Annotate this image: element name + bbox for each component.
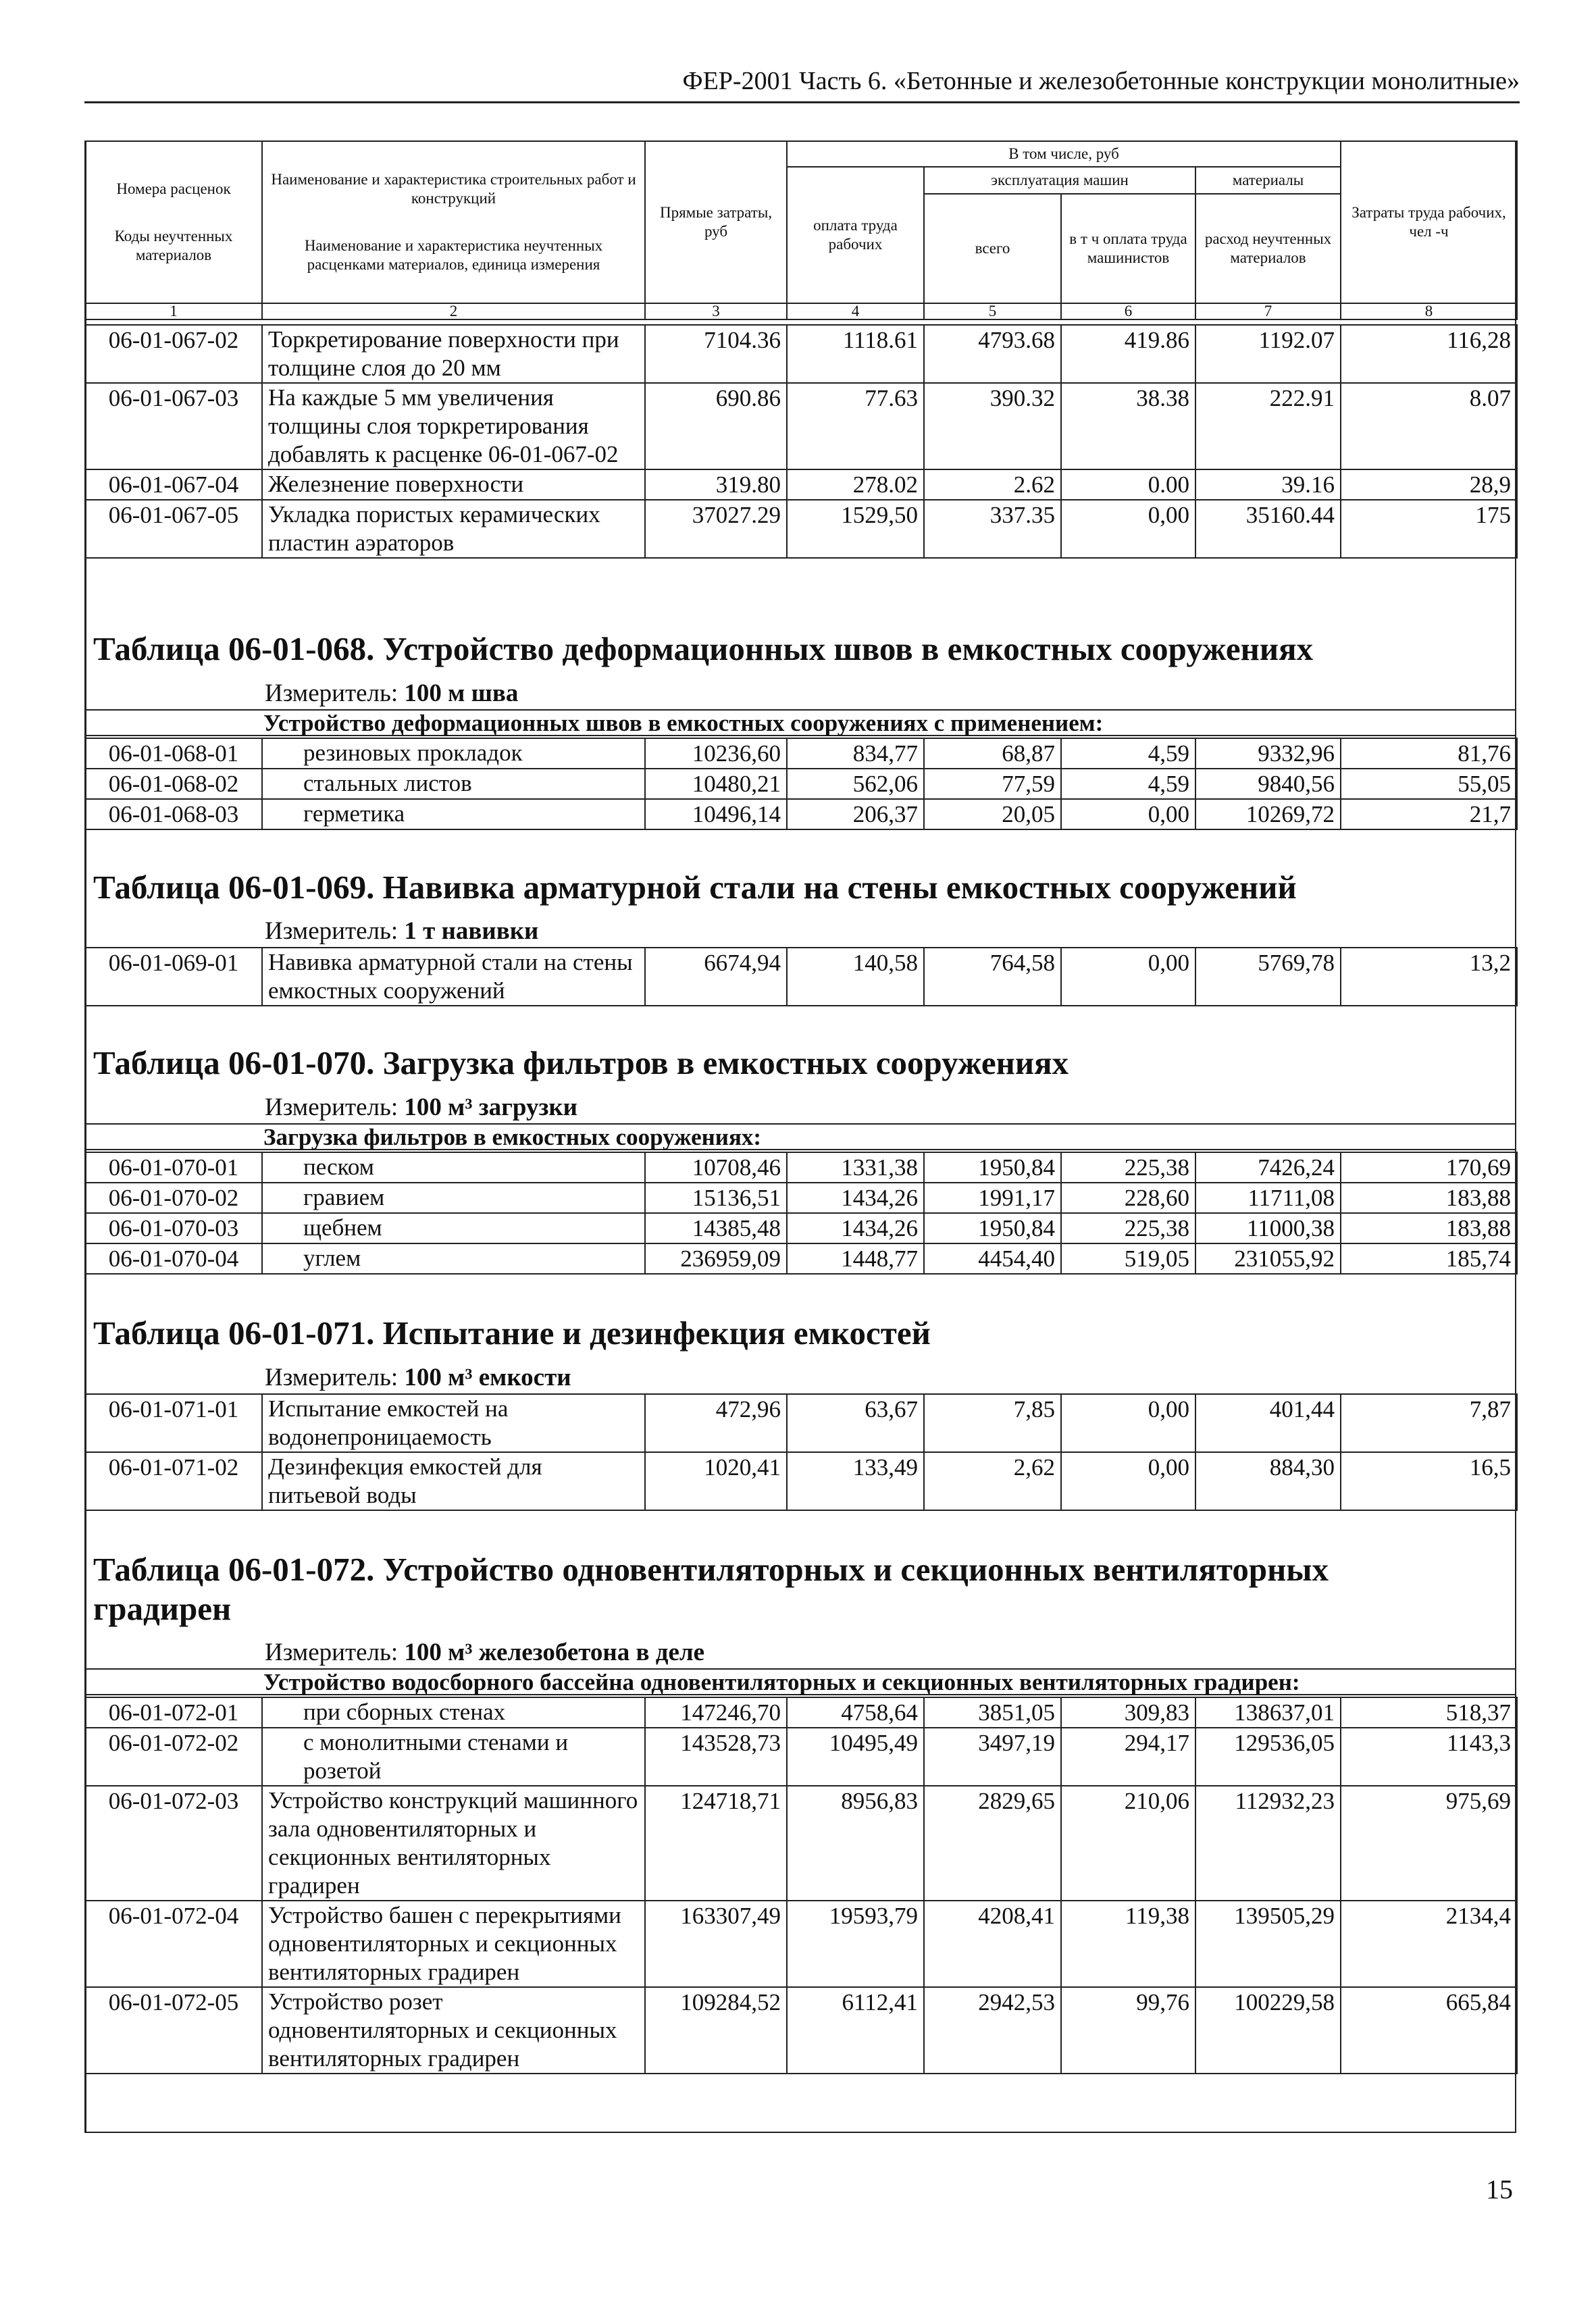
machines-total-cell: 1950,84 bbox=[924, 1213, 1061, 1243]
direct-costs-cell: 10708,46 bbox=[645, 1152, 787, 1183]
rate-code-cell: 06-01-070-03 bbox=[85, 1213, 262, 1243]
col-3-header: Прямые затраты, руб bbox=[645, 141, 787, 303]
table-06-01-072 bbox=[84, 1697, 1518, 2074]
machines-total-cell: 20,05 bbox=[924, 799, 1061, 829]
labor-pay-cell: 1331,38 bbox=[787, 1152, 924, 1183]
labor-hours-cell: 81,76 bbox=[1341, 738, 1517, 769]
table-row bbox=[85, 383, 1517, 469]
col-6-header: в т ч оплата труда машинистов bbox=[1061, 194, 1195, 303]
direct-costs-cell: 10236,60 bbox=[645, 738, 787, 769]
table-row bbox=[85, 769, 1517, 799]
work-name-cell: Торкретирование поверхности при толщине слоя до 20 мм bbox=[262, 325, 645, 383]
rows-070 bbox=[85, 1152, 1517, 1274]
col-5-header: всего bbox=[924, 194, 1061, 303]
table-06-01-067 bbox=[84, 324, 1518, 559]
rate-code-cell: 06-01-072-01 bbox=[85, 1697, 262, 1728]
machines-total-cell: 337.35 bbox=[924, 500, 1061, 558]
table-row bbox=[85, 1452, 1517, 1510]
operators-pay-cell: 309,83 bbox=[1061, 1697, 1195, 1728]
table-row bbox=[85, 1901, 1517, 1987]
direct-costs-cell: 1020,41 bbox=[645, 1452, 787, 1510]
direct-costs-cell: 10480,21 bbox=[645, 769, 787, 799]
labor-hours-cell: 55,05 bbox=[1341, 769, 1517, 799]
operators-pay-cell: 0,00 bbox=[1061, 1452, 1195, 1510]
work-name-cell: углем bbox=[262, 1243, 645, 1274]
rate-code-cell: 06-01-067-04 bbox=[85, 469, 262, 500]
table-row bbox=[85, 948, 1517, 1006]
table-row bbox=[85, 469, 1517, 500]
work-name-cell: герметика bbox=[262, 799, 645, 829]
labor-pay-cell: 206,37 bbox=[787, 799, 924, 829]
meter-072: Измеритель: 100 м³ железобетона в деле bbox=[265, 1639, 705, 1666]
machines-total-cell: 68,87 bbox=[924, 738, 1061, 769]
operators-pay-cell: 0.00 bbox=[1061, 469, 1195, 500]
operators-pay-cell: 225,38 bbox=[1061, 1152, 1195, 1183]
col-2-header: Наименование и характеристика строительных работ и конструкций Наименование и характеристика неучтенных расценками материалов, единица измерения bbox=[262, 141, 645, 303]
labor-hours-cell: 1143,3 bbox=[1341, 1728, 1517, 1786]
operators-pay-cell: 119,38 bbox=[1061, 1901, 1195, 1987]
labor-pay-cell: 19593,79 bbox=[787, 1901, 924, 1987]
direct-costs-cell: 109284,52 bbox=[645, 1987, 787, 2074]
machines-total-cell: 4793.68 bbox=[924, 325, 1061, 383]
materials-consumption-cell: 231055,92 bbox=[1195, 1243, 1341, 1274]
labor-pay-cell: 562,06 bbox=[787, 769, 924, 799]
table-row bbox=[85, 1697, 1517, 1728]
materials-consumption-cell: 11000,38 bbox=[1195, 1213, 1341, 1243]
labor-hours-cell: 183,88 bbox=[1341, 1213, 1517, 1243]
labor-pay-cell: 63,67 bbox=[787, 1394, 924, 1452]
direct-costs-cell: 6674,94 bbox=[645, 948, 787, 1006]
direct-costs-cell: 10496,14 bbox=[645, 799, 787, 829]
labor-pay-cell: 8956,83 bbox=[787, 1786, 924, 1901]
labor-hours-cell: 7,87 bbox=[1341, 1394, 1517, 1452]
machines-total-cell: 4454,40 bbox=[924, 1243, 1061, 1274]
work-name-cell: при сборных стенах bbox=[262, 1697, 645, 1728]
materials-consumption-cell: 9840,56 bbox=[1195, 769, 1341, 799]
work-name-cell: Устройство розет одновентиляторных и секционных вентиляторных градирен bbox=[262, 1987, 645, 2074]
direct-costs-cell: 15136,51 bbox=[645, 1183, 787, 1213]
work-name-cell: Железнение поверхности bbox=[262, 469, 645, 500]
materials-consumption-cell: 9332,96 bbox=[1195, 738, 1341, 769]
work-name-cell: стальных листов bbox=[262, 769, 645, 799]
direct-costs-cell: 147246,70 bbox=[645, 1697, 787, 1728]
table-title-069: Таблица 06-01-069. Навивка арматурной стали на стены емкостных сооружений bbox=[93, 869, 1297, 906]
labor-pay-cell: 278.02 bbox=[787, 469, 924, 500]
labor-pay-cell: 10495,49 bbox=[787, 1728, 924, 1786]
materials-consumption-cell: 35160.44 bbox=[1195, 500, 1341, 558]
rate-code-cell: 06-01-070-02 bbox=[85, 1183, 262, 1213]
labor-hours-cell: 28,9 bbox=[1341, 469, 1517, 500]
running-header: ФЕР-2001 Часть 6. «Бетонные и железобетонные конструкции монолитные» bbox=[84, 66, 1520, 103]
machines-total-cell: 1991,17 bbox=[924, 1183, 1061, 1213]
table-row bbox=[85, 738, 1517, 769]
col-number: 1 bbox=[85, 303, 262, 319]
machines-total-cell: 7,85 bbox=[924, 1394, 1061, 1452]
materials-consumption-cell: 112932,23 bbox=[1195, 1786, 1341, 1901]
rate-code-cell: 06-01-070-04 bbox=[85, 1243, 262, 1274]
labor-hours-cell: 8.07 bbox=[1341, 383, 1517, 469]
direct-costs-cell: 690.86 bbox=[645, 383, 787, 469]
direct-costs-cell: 7104.36 bbox=[645, 325, 787, 383]
direct-costs-cell: 143528,73 bbox=[645, 1728, 787, 1786]
machines-total-cell: 2942,53 bbox=[924, 1987, 1061, 2074]
col-number: 8 bbox=[1341, 303, 1517, 319]
rate-code-cell: 06-01-072-05 bbox=[85, 1987, 262, 2074]
rate-code-cell: 06-01-067-03 bbox=[85, 383, 262, 469]
machines-total-cell: 77,59 bbox=[924, 769, 1061, 799]
operators-pay-cell: 4,59 bbox=[1061, 738, 1195, 769]
col-8-header: Затраты труда рабочих, чел -ч bbox=[1341, 141, 1517, 303]
materials-consumption-cell: 138637,01 bbox=[1195, 1697, 1341, 1728]
table-row bbox=[85, 799, 1517, 829]
work-name-cell: гравием bbox=[262, 1183, 645, 1213]
table-06-01-068 bbox=[84, 738, 1518, 830]
meter-070: Измеритель: 100 м³ загрузки bbox=[265, 1094, 577, 1121]
labor-pay-cell: 140,58 bbox=[787, 948, 924, 1006]
operators-pay-cell: 210,06 bbox=[1061, 1786, 1195, 1901]
rows-071 bbox=[85, 1394, 1517, 1510]
operators-pay-cell: 0,00 bbox=[1061, 799, 1195, 829]
operators-pay-cell: 519,05 bbox=[1061, 1243, 1195, 1274]
meter-071: Измеритель: 100 м³ емкости bbox=[265, 1364, 571, 1391]
work-name-cell: Укладка пористых керамических пластин аэраторов bbox=[262, 500, 645, 558]
labor-hours-cell: 170,69 bbox=[1341, 1152, 1517, 1183]
work-name-cell: Испытание емкостей на водонепроницаемость bbox=[262, 1394, 645, 1452]
direct-costs-cell: 472,96 bbox=[645, 1394, 787, 1452]
work-name-cell: щебнем bbox=[262, 1213, 645, 1243]
labor-pay-cell: 1434,26 bbox=[787, 1213, 924, 1243]
materials-consumption-cell: 401,44 bbox=[1195, 1394, 1341, 1452]
table-row bbox=[85, 500, 1517, 558]
materials-consumption-cell: 222.91 bbox=[1195, 383, 1341, 469]
labor-hours-cell: 116,28 bbox=[1341, 325, 1517, 383]
labor-pay-cell: 77.63 bbox=[787, 383, 924, 469]
rate-code-cell: 06-01-067-02 bbox=[85, 325, 262, 383]
labor-hours-cell: 518,37 bbox=[1341, 1697, 1517, 1728]
labor-hours-cell: 175 bbox=[1341, 500, 1517, 558]
rate-code-cell: 06-01-071-02 bbox=[85, 1452, 262, 1510]
table-row bbox=[85, 325, 1517, 383]
machines-total-cell: 2,62 bbox=[924, 1452, 1061, 1510]
labor-pay-cell: 4758,64 bbox=[787, 1697, 924, 1728]
materials-consumption-cell: 139505,29 bbox=[1195, 1901, 1341, 1987]
table-row bbox=[85, 1183, 1517, 1213]
labor-pay-cell: 1434,26 bbox=[787, 1183, 924, 1213]
col-number: 7 bbox=[1195, 303, 1341, 319]
work-name-cell: Дезинфекция емкостей для питьевой воды bbox=[262, 1452, 645, 1510]
labor-pay-cell: 834,77 bbox=[787, 738, 924, 769]
labor-pay-cell: 6112,41 bbox=[787, 1987, 924, 2074]
page-number: 15 bbox=[1486, 2174, 1513, 2205]
rate-code-cell: 06-01-069-01 bbox=[85, 948, 262, 1006]
labor-hours-cell: 185,74 bbox=[1341, 1243, 1517, 1274]
materials-consumption-cell: 7426,24 bbox=[1195, 1152, 1341, 1183]
col-1-header: Номера расценок Коды неучтенных материалов bbox=[85, 141, 262, 303]
rate-code-cell: 06-01-068-02 bbox=[85, 769, 262, 799]
group-header-machines: эксплуатация машин bbox=[924, 167, 1195, 194]
direct-costs-cell: 236959,09 bbox=[645, 1243, 787, 1274]
labor-hours-cell: 2134,4 bbox=[1341, 1901, 1517, 1987]
materials-consumption-cell: 884,30 bbox=[1195, 1452, 1341, 1510]
materials-consumption-cell: 129536,05 bbox=[1195, 1728, 1341, 1786]
rows-067 bbox=[85, 325, 1517, 558]
materials-consumption-cell: 10269,72 bbox=[1195, 799, 1341, 829]
rate-code-cell: 06-01-071-01 bbox=[85, 1394, 262, 1452]
meter-068: Измеритель: 100 м шва bbox=[265, 679, 519, 707]
labor-hours-cell: 665,84 bbox=[1341, 1987, 1517, 2074]
group-header-incl: В том числе, руб bbox=[787, 141, 1341, 167]
machines-total-cell: 3851,05 bbox=[924, 1697, 1061, 1728]
work-name-cell: Устройство башен с перекрытиями одновентиляторных и секционных вентиляторных градирен bbox=[262, 1901, 645, 1987]
machines-total-cell: 4208,41 bbox=[924, 1901, 1061, 1987]
labor-pay-cell: 1448,77 bbox=[787, 1243, 924, 1274]
materials-consumption-cell: 39.16 bbox=[1195, 469, 1341, 500]
rows-069 bbox=[85, 948, 1517, 1006]
table-row bbox=[85, 1213, 1517, 1243]
operators-pay-cell: 0,00 bbox=[1061, 1394, 1195, 1452]
table-row bbox=[85, 1786, 1517, 1901]
table-title-071: Таблица 06-01-071. Испытание и дезинфекция емкостей bbox=[93, 1314, 931, 1352]
rate-code-cell: 06-01-070-01 bbox=[85, 1152, 262, 1183]
col-number: 5 bbox=[924, 303, 1061, 319]
rows-072 bbox=[85, 1697, 1517, 2074]
col-number: 3 bbox=[645, 303, 787, 319]
col-number: 4 bbox=[787, 303, 924, 319]
machines-total-cell: 2829,65 bbox=[924, 1786, 1061, 1901]
table-06-01-070 bbox=[84, 1152, 1518, 1275]
table-row bbox=[85, 1987, 1517, 2074]
materials-consumption-cell: 100229,58 bbox=[1195, 1987, 1341, 2074]
work-name-cell: резиновых прокладок bbox=[262, 738, 645, 769]
direct-costs-cell: 124718,71 bbox=[645, 1786, 787, 1901]
table-row bbox=[85, 1728, 1517, 1786]
labor-hours-cell: 16,5 bbox=[1341, 1452, 1517, 1510]
machines-total-cell: 390.32 bbox=[924, 383, 1061, 469]
col-4-header: оплата труда рабочих bbox=[787, 167, 924, 303]
rate-code-cell: 06-01-068-01 bbox=[85, 738, 262, 769]
labor-hours-cell: 21,7 bbox=[1341, 799, 1517, 829]
operators-pay-cell: 38.38 bbox=[1061, 383, 1195, 469]
rate-code-cell: 06-01-072-02 bbox=[85, 1728, 262, 1786]
labor-pay-cell: 1118.61 bbox=[787, 325, 924, 383]
operators-pay-cell: 294,17 bbox=[1061, 1728, 1195, 1786]
machines-total-cell: 2.62 bbox=[924, 469, 1061, 500]
table-title-068: Таблица 06-01-068. Устройство деформационных швов в емкостных сооружениях bbox=[93, 630, 1314, 667]
direct-costs-cell: 14385,48 bbox=[645, 1213, 787, 1243]
table-title-072: Таблица 06-01-072. Устройство одновентиляторных и секционных вентиляторных градирен bbox=[93, 1551, 1329, 1627]
operators-pay-cell: 225,38 bbox=[1061, 1213, 1195, 1243]
operators-pay-cell: 0,00 bbox=[1061, 948, 1195, 1006]
group-header-materials: материалы bbox=[1195, 167, 1341, 194]
machines-total-cell: 764,58 bbox=[924, 948, 1061, 1006]
rate-code-cell: 06-01-072-04 bbox=[85, 1901, 262, 1987]
direct-costs-cell: 163307,49 bbox=[645, 1901, 787, 1987]
direct-costs-cell: 319.80 bbox=[645, 469, 787, 500]
col-number: 2 bbox=[262, 303, 645, 319]
operators-pay-cell: 419.86 bbox=[1061, 325, 1195, 383]
section-070: Загрузка фильтров в емкостных сооружениях: bbox=[84, 1123, 1516, 1150]
col-number: 6 bbox=[1061, 303, 1195, 319]
rows-068 bbox=[85, 738, 1517, 829]
materials-consumption-cell: 5769,78 bbox=[1195, 948, 1341, 1006]
operators-pay-cell: 228,60 bbox=[1061, 1183, 1195, 1213]
operators-pay-cell: 99,76 bbox=[1061, 1987, 1195, 2074]
section-068: Устройство деформационных швов в емкостных сооружениях с применением: bbox=[84, 709, 1516, 736]
work-name-cell: На каждые 5 мм увеличения толщины слоя торкретирования добавлять к расценке 06-01-067-02 bbox=[262, 383, 645, 469]
work-name-cell: Устройство конструкций машинного зала одновентиляторных и секционных вентиляторных градирен bbox=[262, 1786, 645, 1901]
work-name-cell: песком bbox=[262, 1152, 645, 1183]
machines-total-cell: 1950,84 bbox=[924, 1152, 1061, 1183]
materials-consumption-cell: 11711,08 bbox=[1195, 1183, 1341, 1213]
table-row bbox=[85, 1243, 1517, 1274]
operators-pay-cell: 0,00 bbox=[1061, 500, 1195, 558]
table-06-01-069 bbox=[84, 947, 1518, 1006]
materials-consumption-cell: 1192.07 bbox=[1195, 325, 1341, 383]
machines-total-cell: 3497,19 bbox=[924, 1728, 1061, 1786]
rate-code-cell: 06-01-072-03 bbox=[85, 1786, 262, 1901]
work-name-cell: с монолитными стенами и розетой bbox=[262, 1728, 645, 1786]
section-072: Устройство водосборного бассейна одновентиляторных и секционных вентиляторных градирен: bbox=[84, 1668, 1516, 1695]
labor-hours-cell: 13,2 bbox=[1341, 948, 1517, 1006]
col-7-header: расход неучтенных материалов bbox=[1195, 194, 1341, 303]
direct-costs-cell: 37027.29 bbox=[645, 500, 787, 558]
labor-hours-cell: 183,88 bbox=[1341, 1183, 1517, 1213]
table-title-070: Таблица 06-01-070. Загрузка фильтров в емкостных сооружениях bbox=[93, 1044, 1069, 1081]
rate-code-cell: 06-01-068-03 bbox=[85, 799, 262, 829]
column-header bbox=[84, 140, 1518, 320]
operators-pay-cell: 4,59 bbox=[1061, 769, 1195, 799]
labor-hours-cell: 975,69 bbox=[1341, 1786, 1517, 1901]
labor-pay-cell: 133,49 bbox=[787, 1452, 924, 1510]
rate-code-cell: 06-01-067-05 bbox=[85, 500, 262, 558]
table-row bbox=[85, 1152, 1517, 1183]
meter-069: Измеритель: 1 т навивки bbox=[265, 917, 539, 945]
table-06-01-071 bbox=[84, 1393, 1518, 1511]
labor-pay-cell: 1529,50 bbox=[787, 500, 924, 558]
table-row bbox=[85, 1394, 1517, 1452]
work-name-cell: Навивка арматурной стали на стены емкостных сооружений bbox=[262, 948, 645, 1006]
column-number-row bbox=[85, 303, 1517, 319]
